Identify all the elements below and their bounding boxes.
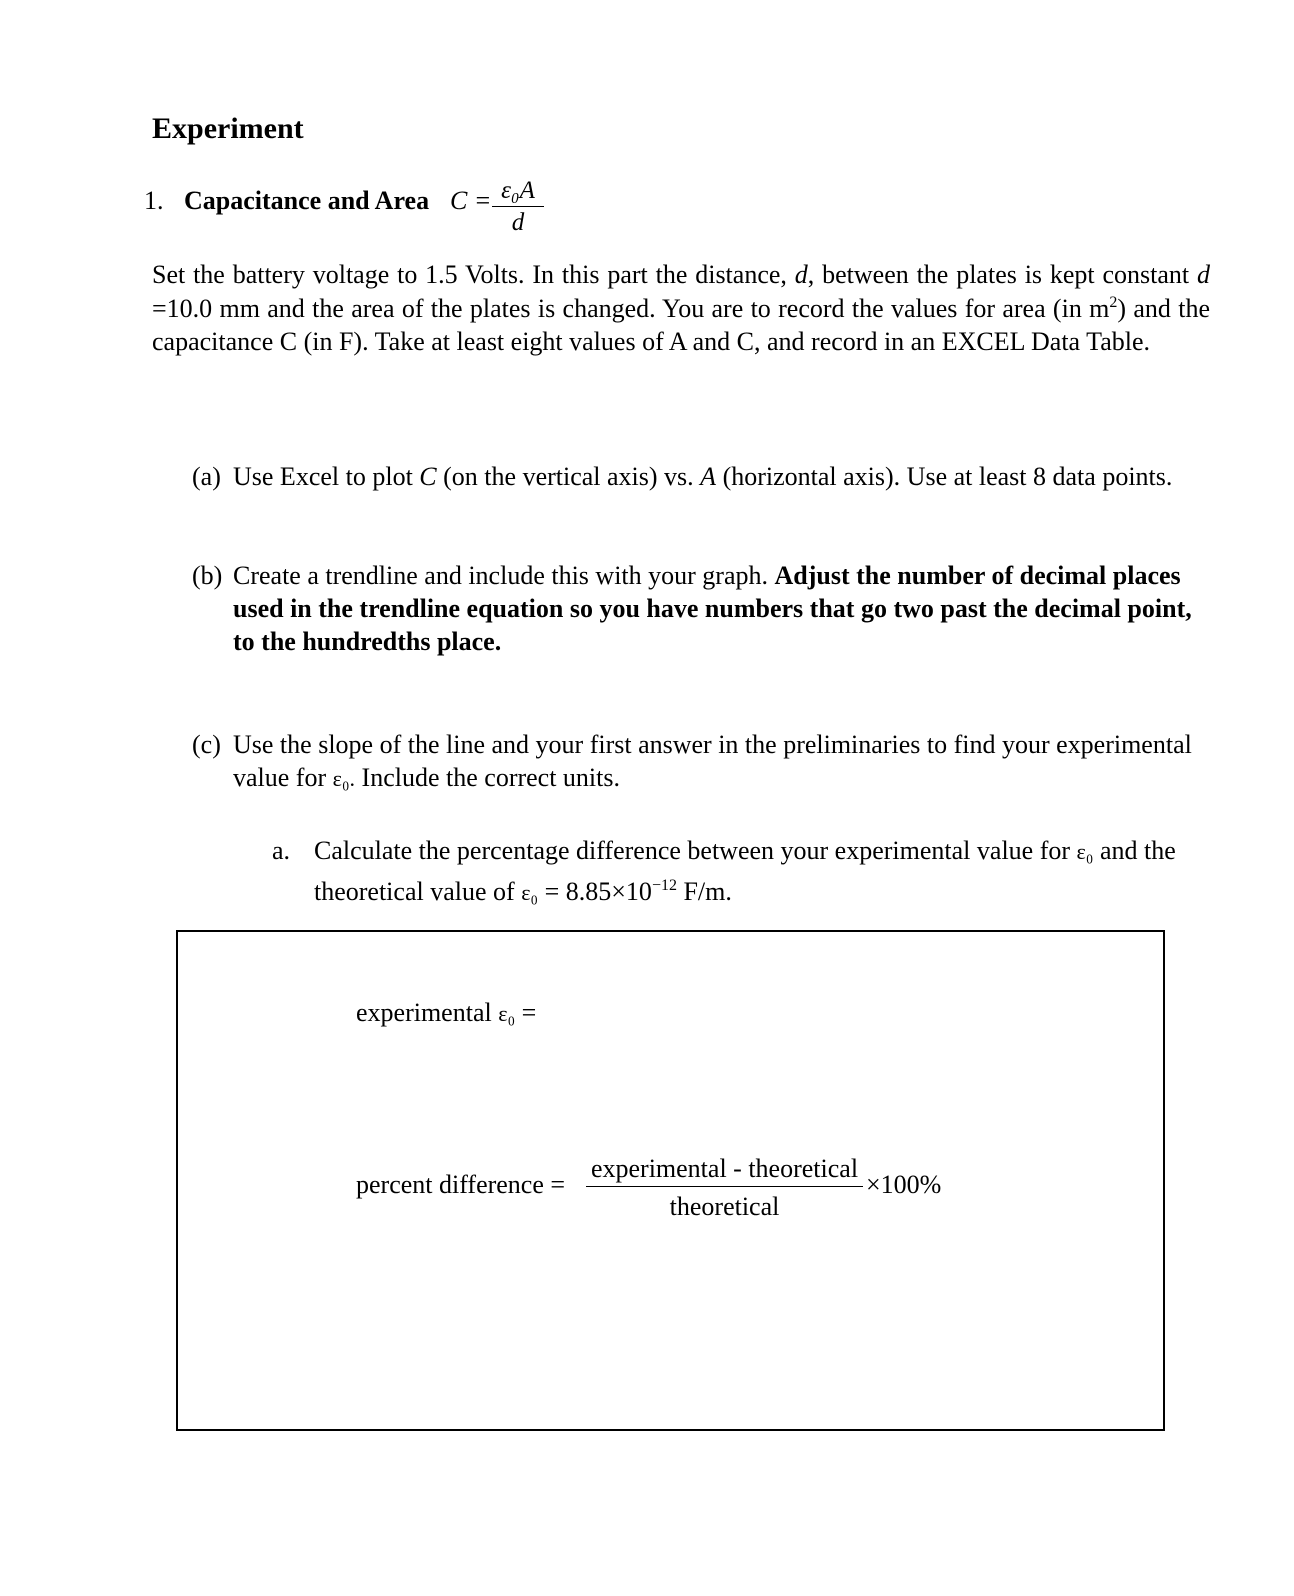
part-c: (c) Use the slope of the line and your first answer in the preliminaries to find your experimental value for ε₀. Include the correct units. xyxy=(192,730,1192,792)
part-b: (b) Create a trendline and include this with your graph. Adjust the number of decimal places used in the trendline equation so you have numbers that go two past the decimal point, to the hundredths place. xyxy=(192,561,1192,656)
part-b-label: (b) xyxy=(192,561,223,590)
formula-denominator: d xyxy=(511,209,525,236)
part-a-label: (a) xyxy=(192,462,221,491)
part-c-label: (c) xyxy=(192,730,221,759)
percent-denominator: theoretical xyxy=(669,1192,780,1221)
sub-item-a-label: a. xyxy=(272,836,291,865)
percent-factor: ×100% xyxy=(866,1170,942,1199)
intro-paragraph: Set the battery voltage to 1.5 Volts. In this part the distance, d, between the plates is kept constant d =10.0 mm and the area of the plates is changed. You are to record the values for area (in $m^2$) and the capacitance C (in F). Take at least eight values of A and C, and record in an EXCEL Data Table. xyxy=(152,260,1211,356)
item-number: 1. xyxy=(144,186,164,215)
percent-numerator: experimental - theoretical xyxy=(586,1152,863,1187)
formula-numerator: ε₀A xyxy=(492,176,544,207)
percent-difference-fraction xyxy=(586,1152,863,1227)
percent-difference-label: percent difference = xyxy=(356,1170,566,1199)
formula-lhs: C = xyxy=(450,186,492,215)
experimental-epsilon-line: experimental ε₀ = xyxy=(356,998,537,1027)
item-title: Capacitance and Area xyxy=(184,186,430,215)
section-heading: Experiment xyxy=(152,112,304,145)
sub-item-a: a. Calculate the percentage difference between your experimental value for ε₀ and the theoretical value of $\varepsilon_0 = 8.85\times 10^{-12}$ F/m. xyxy=(314,831,1209,913)
capacitance-formula xyxy=(492,176,544,239)
part-a: (a) Use Excel to plot C (on the vertical axis) vs. A (horizontal axis). Use at least 8 data points. xyxy=(192,462,1173,491)
